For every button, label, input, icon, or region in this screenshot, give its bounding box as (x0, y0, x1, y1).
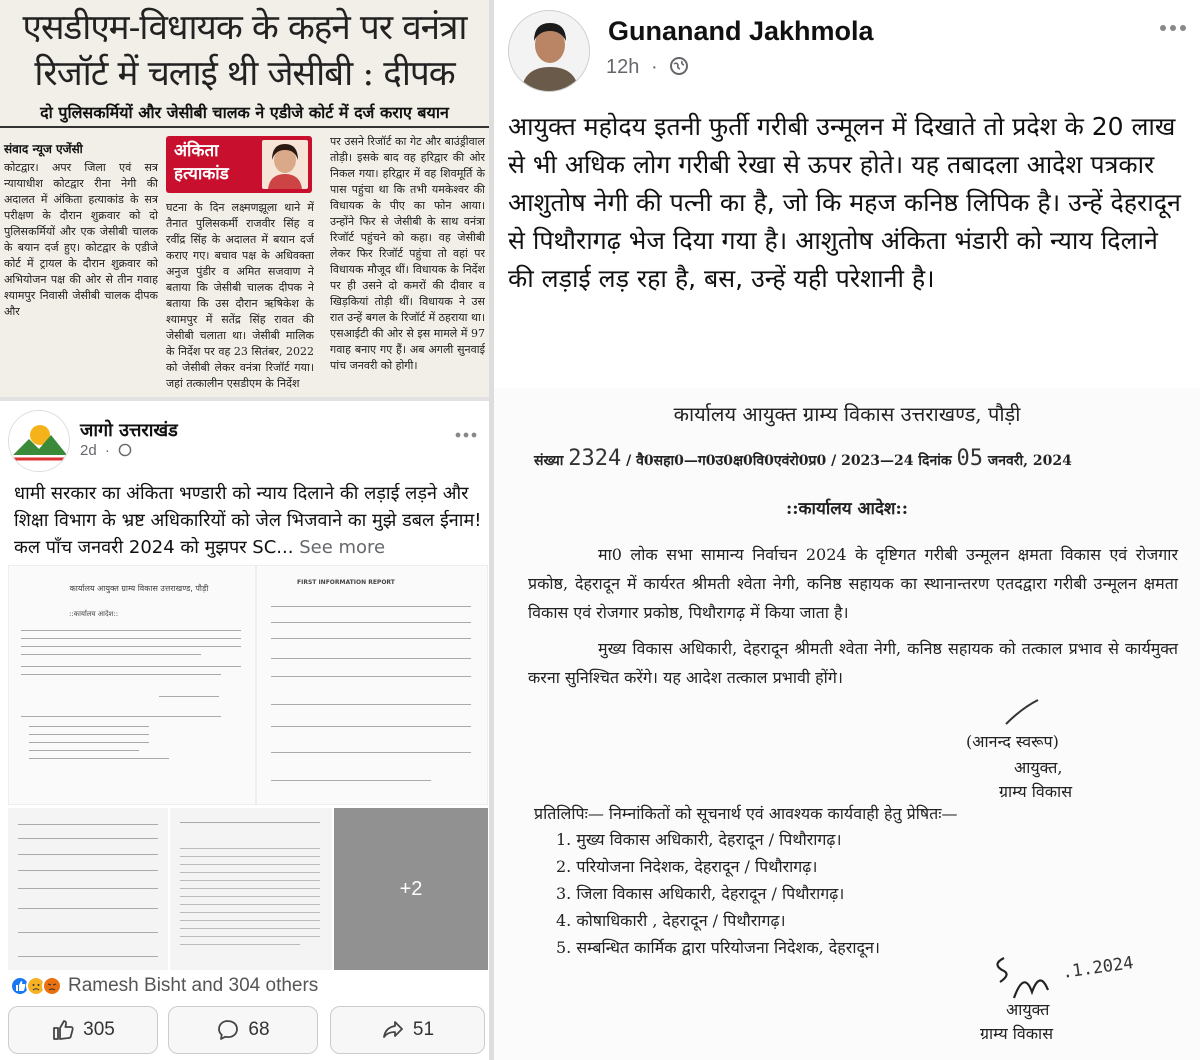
see-more-link[interactable]: See more (299, 537, 386, 558)
more-photos-count[interactable]: +2 (334, 808, 488, 970)
photo-thumbnail[interactable] (8, 565, 256, 805)
reactions-text[interactable]: Ramesh Bisht and 304 others (68, 975, 319, 996)
office-heading: कार्यालय आयुक्त ग्राम्य विकास उत्तराखण्ड, पौड़ी (673, 402, 1021, 426)
like-button[interactable] (8, 1006, 158, 1054)
more-options-icon[interactable] (1158, 18, 1188, 37)
signatory-name: (आनन्द स्वरूप) (966, 732, 1059, 751)
thumb-title: FIRST INFORMATION REPORT (297, 579, 395, 586)
post-text: धामी सरकार का अंकिता भण्डारी को न्याय दिलाने की लड़ाई लड़ने और शिक्षा विभाग के भ्रष्ट अधिकारियों को जेल भिजवाने का मुझे डबल ईनाम!कल पाँच जनवरी 2024 को मुझपर SC... (14, 483, 482, 558)
thumbs-up-icon (51, 1018, 75, 1042)
badge-line1: अंकिता (174, 141, 219, 161)
order-title: ::कार्यालय आदेश:: (785, 499, 909, 519)
ref-number: 2324 (568, 446, 622, 471)
list-item: 5. सम्बन्धित कार्मिक द्वारा परियोजना निदेशक, देहरादून। (556, 938, 880, 957)
newspaper-clipping (0, 0, 489, 397)
separator: · (650, 56, 658, 78)
more-options-icon[interactable] (455, 424, 477, 443)
like-count: 305 (83, 1019, 115, 1040)
reactions-summary[interactable] (10, 975, 318, 997)
angry-reaction-icon (42, 976, 62, 996)
topic-badge (166, 136, 312, 193)
order-paragraph-1: मा0 लोक सभा सामान्य निर्वाचन 2024 के दृष्टिगत गरीबी उन्मूलन क्षमता विकास एवं रोजगार प्रकोष्ठ, देहरादून में कार्यरत श्रीमती श्वेता नेगी, कनिष्ठ सहायक का स्थानान्तरण एतदद्वारा गरीबी उन्मूलन क्षमता विकास एवं रोजगार प्रकोष्ठ, पिथौरागढ़ में किया जाता है। (528, 545, 1178, 622)
ref-prefix: संख्या (534, 453, 564, 469)
globe-icon (669, 56, 689, 78)
list-item: 2. परियोजना निदेशक, देहरादून / पिथौरागढ़। (556, 857, 818, 876)
thumb-title: कार्यालय आयुक्त ग्राम्य विकास उत्तराखण्ड, पौड़ी (69, 584, 209, 593)
comment-button[interactable] (168, 1006, 318, 1054)
group-post-timestamp[interactable] (80, 442, 132, 459)
signatory-title: आयुक्त, (1014, 758, 1063, 777)
time-label[interactable]: 2d (80, 442, 97, 459)
share-icon (381, 1018, 405, 1042)
photo-thumbnail[interactable] (8, 808, 168, 970)
ref-day: 05 (956, 446, 983, 471)
ref-mid: / वै0सहा0—ग0उ0क्ष0वि0एवंरो0प्र0 / 2023—24 दिनांक (626, 453, 952, 469)
list-item: 1. मुख्य विकास अधिकारी, देहरादून / पिथौरागढ़। (556, 830, 842, 849)
share-button[interactable] (330, 1006, 485, 1054)
signature-date: .1.2024 (1060, 953, 1135, 983)
column-1: कोटद्वार। अपर जिला एवं सत्र न्यायाधीश कोटद्वार रीना नेगी की अदालत में अंकिता हत्याकांड के सत्र परीक्षण के दौरान शुक्रवार को दो पुलिसकर्मियों और एक जेसीबी चालक के बयान दर्ज हुए। कोटद्वार के एडीजे कोर्ट में ट्रायल के दौरान शुक्रवार को अभियोजन पक्ष की ओर से तीन गवाह श्यामपुर निवासी जेसीबी चालक दीपक और (4, 161, 158, 318)
order-document-image[interactable] (494, 388, 1200, 1060)
subheadline: दो पुलिसकर्मियों और जेसीबी चालक ने एडीजे कोर्ट में दर्ज कराए बयान (40, 103, 449, 122)
agency-byline: संवाद न्यूज एजेंसी (4, 142, 83, 156)
copy-list (556, 826, 880, 961)
signature-mark (1002, 698, 1042, 732)
footer-title: आयुक्त (1006, 1000, 1050, 1019)
headline-line2: रिजॉर्ट में चलाई थी जेसीबी : दीपक (34, 54, 455, 94)
order-paragraph-2: मुख्य विकास अधिकारी, देहरादून श्रीमती श्वेता नेगी, कनिष्ठ सहायक को तत्काल प्रभाव से कार्यमुक्त करना सुनिश्चित करेंगे। यह आदेश तत्काल प्रभावी होंगे। (528, 639, 1178, 687)
headline-line1: एसडीएम-विधायक के कहने पर वनंत्रा (22, 8, 467, 48)
photo-thumbnail[interactable] (170, 808, 332, 970)
photo-thumbnail[interactable] (256, 565, 488, 805)
badge-line2: हत्याकांड (174, 164, 229, 184)
comment-icon (216, 1018, 240, 1042)
share-count: 51 (412, 1019, 435, 1040)
photo-thumbnail-more[interactable] (334, 808, 488, 970)
list-item: 4. कोषाधिकारी , देहरादून / पिथौरागढ़। (556, 911, 786, 930)
victim-photo (262, 140, 308, 189)
footer-dept: ग्राम्य विकास (980, 1024, 1054, 1043)
column-2: घटना के दिन लक्ष्मणझूला थाने में तैनात पुलिसकर्मी राजवीर सिंह व रवींद्र सिंह के अदालत में बयान दर्ज कराए गए। बचाव पक्ष के अधिवक्ता अनुज पुंडीर व अमित सजवाण ने बताया कि जेसीबी चालक दीपक ने बताया कि उस दौरान ऋषिकेश के श्यामपुर में सतेंद्र सिंह रावत की जेसीबी चलाता था। जेसीबी मालिक के निर्देश पर वह 23 सितंबर, 2022 को जेसीबी लेकर वनंत्रा रिजॉर्ट गया। जहां तत्कालीन एसडीएम के निर्देश (166, 201, 314, 390)
time-label[interactable]: 12h (606, 56, 640, 78)
author-name[interactable]: Gunanand Jakhmola (608, 16, 874, 46)
panel-divider (0, 397, 489, 401)
divider (0, 126, 489, 128)
comment-count: 68 (248, 1019, 270, 1040)
post-body: आयुक्त महोदय इतनी फुर्ती गरीबी उन्मूलन में दिखाते तो प्रदेश के 20 लाख से भी अधिक लोग गरीबी रेखा से ऊपर होते। यह तबादला आदेश पत्रकार आशुतोष नेगी की पत्नी का है, जो कि महज कनिष्ठ लिपिक है। उन्हें देहरादून से पिथौरागढ़ भेज दिया गया है। आशुतोष अंकिता भंडारी को न्याय दिलाने की लड़ाई लड़ रहा है, बस, उन्हें यही परेशानी है। (508, 112, 1181, 293)
ref-suffix: जनवरी, 2024 (987, 453, 1072, 469)
reference-line (534, 446, 1072, 471)
signatory-dept: ग्राम्य विकास (999, 782, 1073, 801)
separator: · (104, 442, 110, 459)
thumb-heading: ::कार्यालय आदेश:: (69, 610, 119, 618)
list-item: 3. जिला विकास अधिकारी, देहरादून / पिथौरागढ़। (556, 884, 845, 903)
copy-heading: प्रतिलिपिः— निम्नांकितों को सूचनार्थ एवं आवश्यक कार्यवाही हेतु प्रेषितः— (534, 804, 958, 823)
group-post-body (14, 480, 484, 561)
post-timestamp[interactable] (606, 56, 689, 79)
column-3: पर उसने रिजॉर्ट का गेट और बाउंड्रीवाल तोड़ी। इसके बाद वह हरिद्वार की ओर निकल गया। हरिद्वार में वह शिवमूर्ति के पास पहुंचा था कि तभी यमकेश्वर की विधायक के पीए का फोन आया। उन्होंने फिर से जेसीबी के साथ वनंत्रा रिजॉर्ट पहुंचने को कहा। वह जेसीबी लेकर फिर रिजॉर्ट पहुंचा तो वहां पर विधायक मौजूद थीं। विधायक के निर्देश पर ही उसने दो कमरों की दीवार व खिड़कियां तोड़ी थीं। विधायक ने उस रात उन्हें बगल के रिजॉर्ट में ठहराया था। एसआईटी की ओर से इस मामले में 97 गवाह बनाए गए हैं। अब अगली सुनवाई पांच जनवरी को होगी। (330, 135, 485, 372)
author-avatar[interactable] (508, 10, 590, 92)
globe-icon (118, 442, 132, 459)
group-avatar[interactable] (8, 410, 70, 472)
group-name[interactable]: जागो उत्तराखंड (80, 420, 178, 441)
